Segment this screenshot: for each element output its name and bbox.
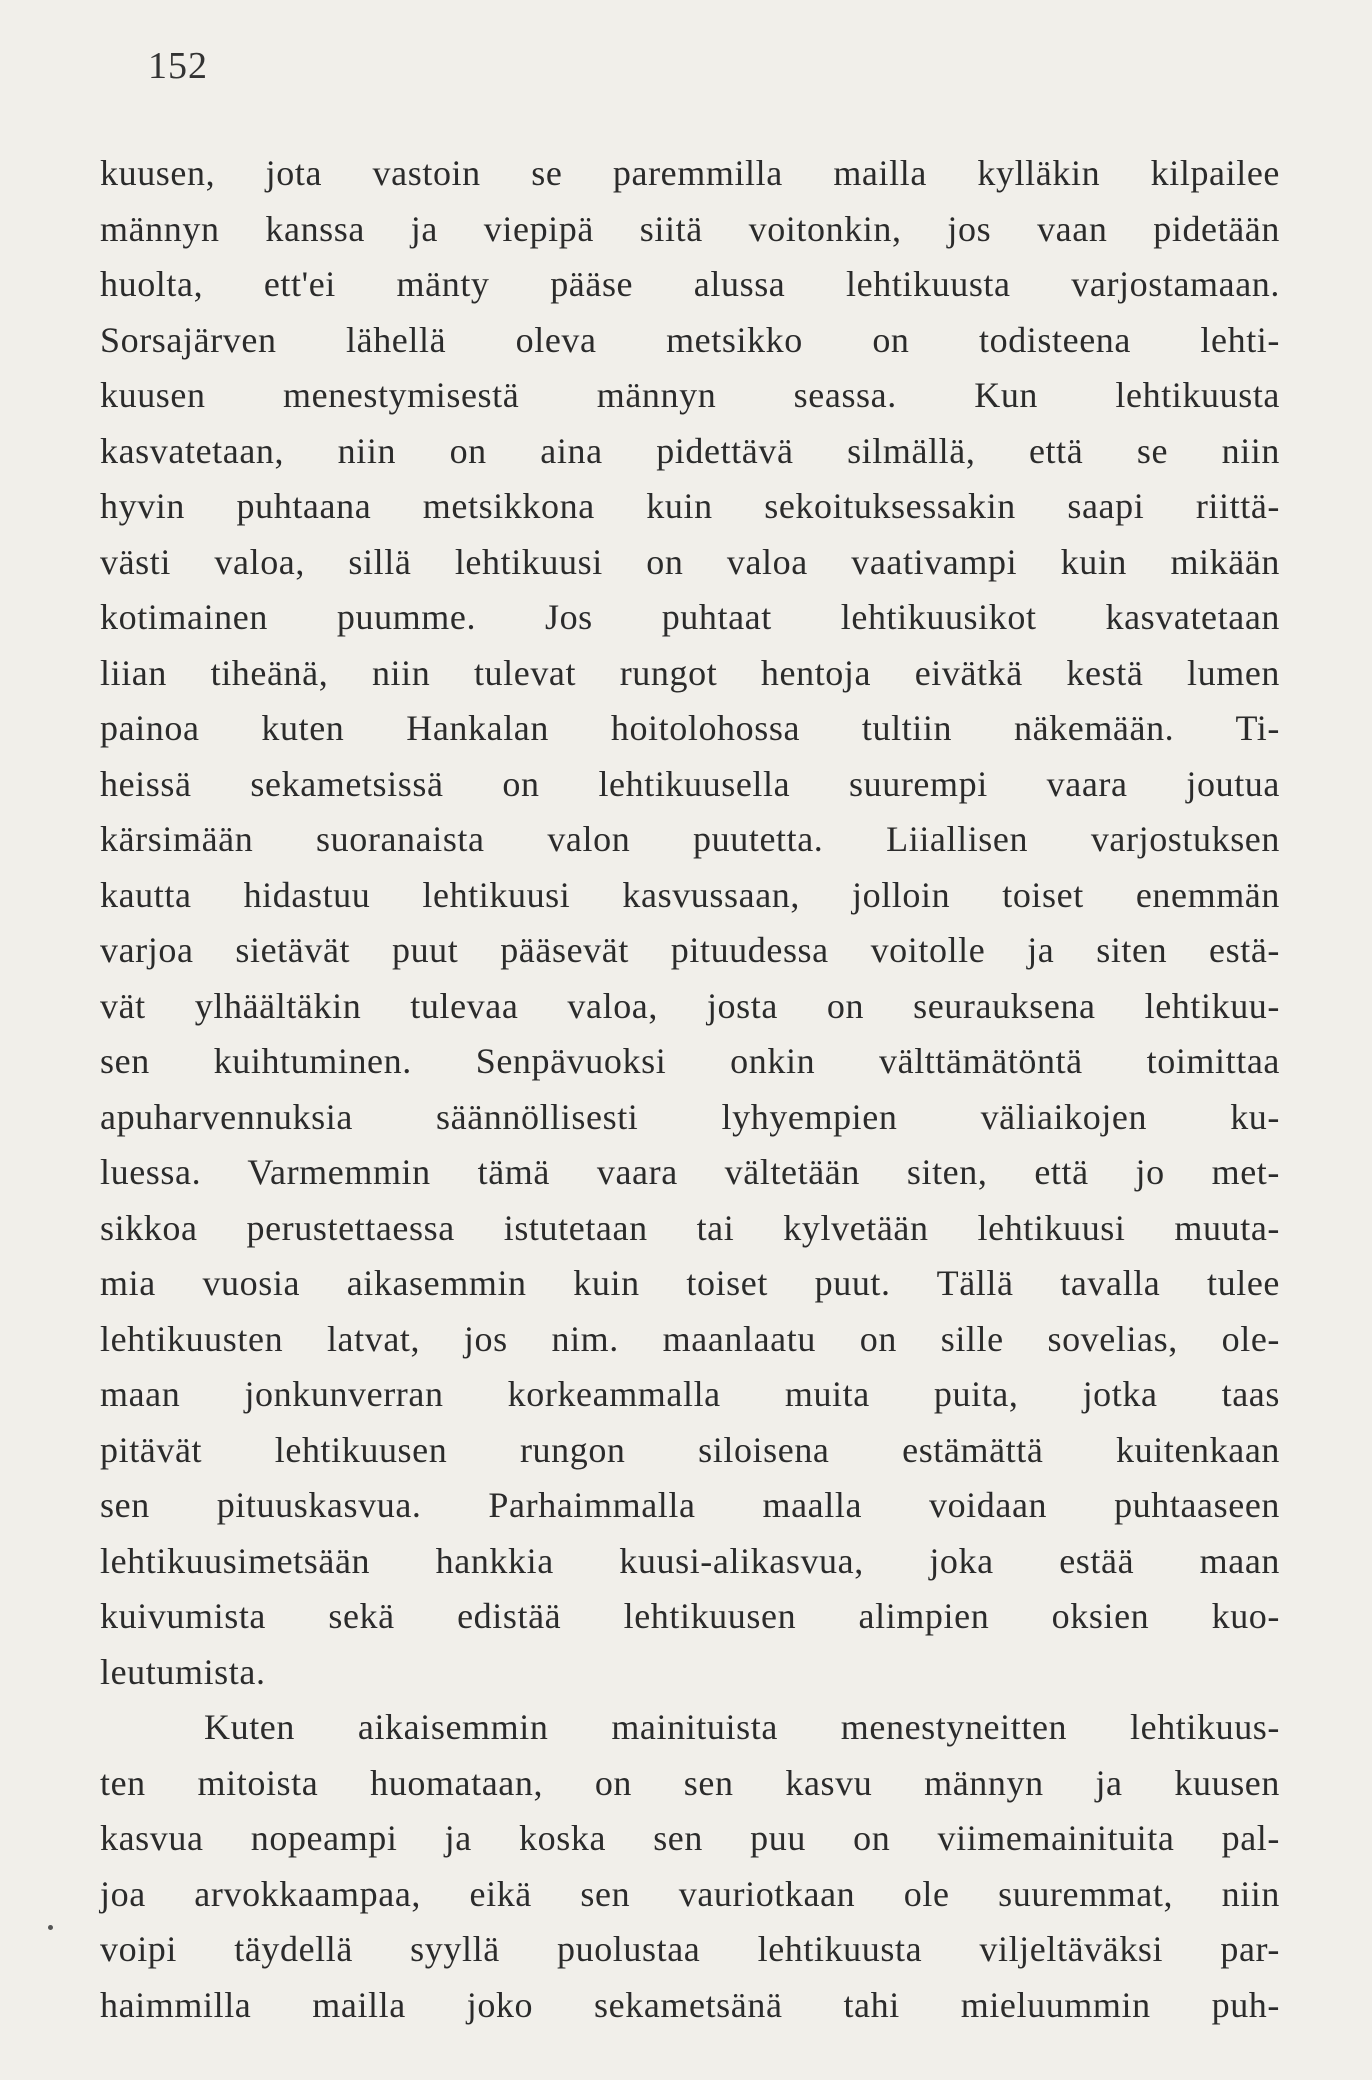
text-line: lehtikuusimetsään hankkia kuusi-alikasvua, joka estää maan [100, 1540, 1280, 1581]
text-line: pitävät lehtikuusen rungon siloisena estämättä kuitenkaan [100, 1429, 1280, 1470]
text-line: kautta hidastuu lehtikuusi kasvussaan, jolloin toiset enemmän [100, 874, 1280, 915]
text-line: apuharvennuksia säännöllisesti lyhyempien väliaikojen ku- [100, 1096, 1280, 1137]
text-line: lehtikuusten latvat, jos nim. maanlaatu on sille sovelias, ole- [100, 1318, 1280, 1359]
text-line: maan jonkunverran korkeammalla muita puita, jotka taas [100, 1374, 1280, 1414]
text-line: liian tiheänä, niin tulevat rungot hentoja eivätkä kestä lumen [100, 652, 1280, 693]
text-line: huolta, ett'ei mänty pääse alussa lehtikuusta varjostamaan. [100, 264, 1280, 304]
page-number: 152 [148, 45, 208, 87]
text-line: kotimainen puumme. Jos puhtaat lehtikuusikot kasvatetaan [100, 597, 1280, 637]
text-line: painoa kuten Hankalan hoitolohossa tultiin näkemään. Ti- [100, 708, 1280, 748]
text-line: heissä sekametsissä on lehtikuusella suurempi vaara joutua [100, 763, 1280, 804]
text-line: ten mitoista huomataan, on sen kasvu männyn ja kuusen [100, 1762, 1280, 1803]
text-line: vät ylhäältäkin tulevaa valoa, josta on seurauksena lehtikuu- [100, 985, 1280, 1026]
text-line: kasvatetaan, niin on aina pidettävä silmällä, että se niin [100, 430, 1280, 471]
text-line: kasvua nopeampi ja koska sen puu on viimemainituita pal- [100, 1818, 1280, 1858]
paragraph-start-line: Kuten aikaisemmin mainituista menestyneitten lehtikuus- [204, 1707, 1280, 1747]
paragraph-end-line: leutumista. [100, 1651, 266, 1692]
text-line: sikkoa perustettaessa istutetaan tai kylvetään lehtikuusi muuta- [100, 1207, 1280, 1248]
text-line: haimmilla mailla joko sekametsänä tahi mieluummin puh- [100, 1984, 1280, 2025]
text-line: varjoa sietävät puut pääsevät pituudessa voitolle ja siten estä- [100, 930, 1280, 970]
text-line: kärsimään suoranaista valon puutetta. Liiallisen varjostuksen [100, 819, 1280, 859]
text-line: sen kuihtuminen. Senpävuoksi onkin välttämätöntä toimittaa [100, 1041, 1280, 1081]
body-text [100, 146, 1280, 2033]
text-line: Sorsajärven lähellä oleva metsikko on todisteena lehti- [100, 319, 1280, 360]
text-line: mia vuosia aikasemmin kuin toiset puut. Tällä tavalla tulee [100, 1263, 1280, 1303]
text-line: männyn kanssa ja viepipä siitä voitonkin, jos vaan pidetään [100, 208, 1280, 249]
print-speck [48, 1925, 53, 1930]
text-line: kuusen menestymisestä männyn seassa. Kun lehtikuusta [100, 375, 1280, 415]
text-line: hyvin puhtaana metsikkona kuin sekoituksessakin saapi riittä- [100, 486, 1280, 526]
text-line: kuusen, jota vastoin se paremmilla mailla kylläkin kilpailee [100, 153, 1280, 193]
text-line: luessa. Varmemmin tämä vaara vältetään siten, että jo met- [100, 1152, 1280, 1192]
text-line: joa arvokkaampaa, eikä sen vauriotkaan ole suuremmat, niin [100, 1873, 1280, 1914]
text-line: voipi täydellä syyllä puolustaa lehtikuusta viljeltäväksi par- [100, 1929, 1280, 1969]
text-line: sen pituuskasvua. Parhaimmalla maalla voidaan puhtaaseen [100, 1485, 1280, 1525]
text-line: västi valoa, sillä lehtikuusi on valoa vaativampi kuin mikään [100, 541, 1280, 582]
text-line: kuivumista sekä edistää lehtikuusen alimpien oksien kuo- [100, 1596, 1280, 1636]
